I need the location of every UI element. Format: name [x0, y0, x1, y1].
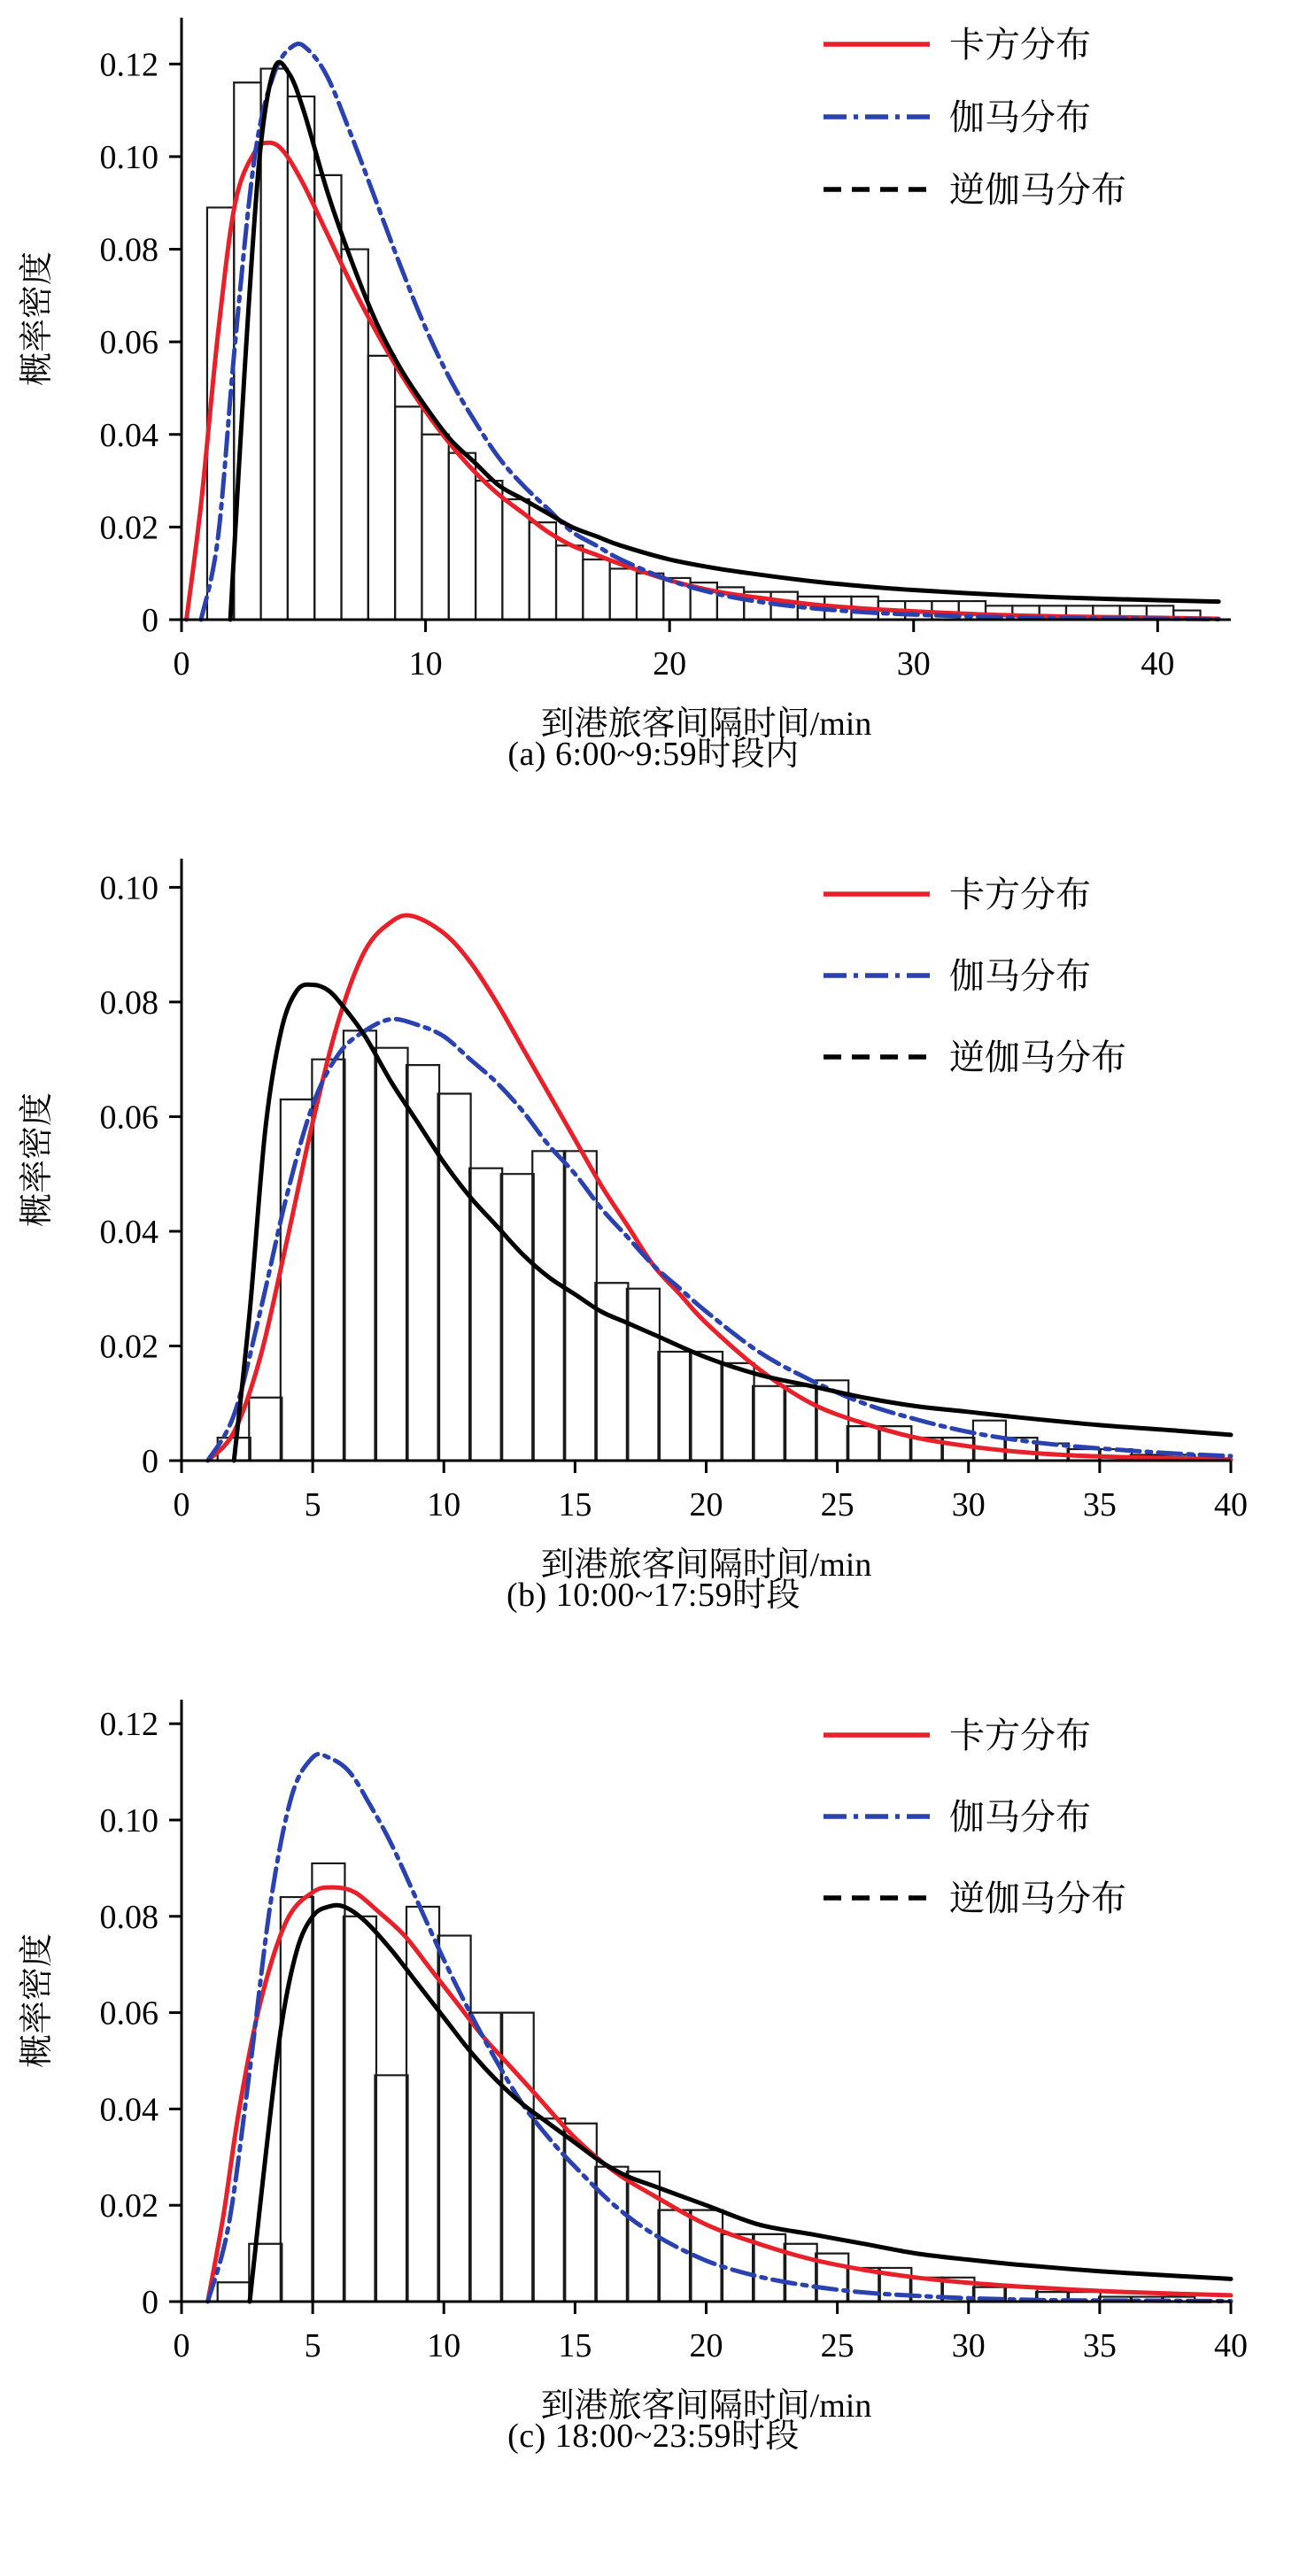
x-tick-label: 20	[653, 645, 687, 683]
legend-label: 逆伽马分布	[949, 1878, 1126, 1918]
histogram-bar	[375, 2075, 407, 2302]
y-tick-label: 0.02	[99, 2187, 159, 2225]
histogram-bar	[690, 1352, 723, 1461]
x-tick-label: 5	[304, 2327, 321, 2364]
y-axis-title: 概率密度	[19, 1932, 56, 2069]
y-tick-label: 0.08	[99, 231, 159, 269]
x-tick-label: 40	[1214, 2327, 1248, 2364]
legend-label: 逆伽马分布	[949, 170, 1126, 210]
histogram-bar	[312, 1863, 344, 2302]
y-tick-label: 0.06	[99, 1099, 159, 1137]
histogram-bar	[532, 2118, 565, 2302]
x-tick-label: 0	[173, 645, 190, 683]
histogram-bar	[375, 1048, 407, 1461]
histogram-bar	[722, 1363, 754, 1461]
y-tick-label: 0.10	[99, 1802, 159, 1839]
x-tick-label: 35	[1082, 1486, 1117, 1523]
y-axis-title: 概率密度	[19, 251, 56, 387]
x-tick-label: 10	[408, 645, 443, 683]
axis-lines	[182, 1700, 1231, 2302]
x-axis-title: 到港旅客间隔时间/min	[540, 706, 872, 743]
caption-c: (c) 18:00~23:59时段	[507, 2418, 800, 2455]
caption-a: (a) 6:00~9:59时段内	[507, 736, 800, 773]
plot-area-a	[0, 0, 1307, 743]
histogram-bar	[344, 1917, 376, 2302]
chart-svg-a	[0, 0, 1307, 743]
x-tick-label: 25	[820, 1486, 855, 1523]
series-curve	[250, 1905, 1231, 2302]
x-tick-label: 10	[427, 2327, 461, 2364]
legend-label: 逆伽马分布	[949, 1037, 1126, 1077]
x-tick-label: 40	[1141, 645, 1175, 683]
legend-label: 伽马分布	[949, 97, 1091, 137]
histogram-bar	[314, 175, 341, 620]
histogram-bar	[344, 1030, 376, 1461]
histogram-bars	[218, 1030, 1195, 1461]
chart-svg-b	[0, 841, 1307, 1584]
x-tick-label: 40	[1214, 1486, 1248, 1523]
histogram-bar	[449, 453, 476, 620]
histogram-bars	[218, 1863, 1195, 2302]
series-curve	[208, 1019, 1231, 1461]
y-axis-title: 概率密度	[19, 1091, 56, 1228]
histogram-bar	[627, 1289, 660, 1461]
histogram-bar	[501, 1174, 534, 1461]
histogram-bar	[312, 1060, 344, 1461]
y-tick-label: 0.10	[99, 138, 159, 176]
histogram-bar	[218, 2282, 251, 2302]
histogram-bar	[637, 574, 663, 620]
histogram-bar	[583, 559, 609, 620]
histogram-bar	[610, 568, 637, 620]
histogram-bar	[249, 1398, 282, 1461]
axis-lines	[182, 859, 1231, 1461]
x-tick-label: 30	[951, 2327, 986, 2364]
x-tick-label: 0	[173, 1486, 190, 1523]
histogram-bar	[556, 545, 583, 620]
histogram-bar	[438, 1094, 471, 1461]
chart-legend	[824, 1716, 1126, 1918]
chart-legend	[824, 875, 1126, 1077]
legend-label: 卡方分布	[949, 25, 1091, 65]
series-curve	[208, 915, 1231, 1461]
legend-label: 伽马分布	[949, 1797, 1091, 1837]
chart-svg-c	[0, 1682, 1307, 2425]
plot-area-b	[0, 841, 1307, 1584]
histogram-bar	[368, 356, 395, 620]
y-tick-label: 0.12	[99, 1706, 159, 1744]
chart-legend	[824, 25, 1126, 210]
y-tick-label: 0	[142, 1443, 159, 1480]
histogram-bar	[476, 481, 502, 620]
histogram-bar	[595, 2167, 628, 2302]
legend-label: 卡方分布	[949, 1716, 1091, 1755]
histogram-bar	[753, 1386, 785, 1461]
x-tick-label: 0	[173, 2327, 190, 2364]
histogram-bar	[438, 1936, 471, 2302]
histogram-bar	[847, 1426, 880, 1461]
series-curve	[208, 1887, 1231, 2302]
series-curve	[230, 62, 1218, 620]
histogram-bar	[406, 1065, 439, 1461]
histogram-bar	[406, 1907, 439, 2302]
histogram-bar	[421, 435, 448, 620]
x-tick-label: 15	[558, 2327, 592, 2364]
x-tick-label: 30	[951, 1486, 986, 1523]
chart-panel-c	[0, 1682, 1307, 2523]
caption-b: (b) 10:00~17:59时段	[507, 1577, 800, 1614]
x-tick-label: 20	[689, 2327, 723, 2364]
plot-area-c	[0, 1682, 1307, 2425]
y-tick-label: 0.04	[99, 416, 159, 454]
y-tick-label: 0.08	[99, 1898, 159, 1936]
histogram-bar	[288, 96, 314, 620]
y-tick-label: 0.04	[99, 2091, 159, 2129]
y-tick-label: 0.06	[99, 1994, 159, 2032]
y-tick-label: 0.02	[99, 509, 159, 547]
legend-label: 伽马分布	[949, 956, 1091, 996]
x-tick-label: 25	[820, 2327, 855, 2364]
x-tick-label: 15	[558, 1486, 592, 1523]
histogram-bar	[564, 2124, 597, 2302]
histogram-bar	[532, 1151, 565, 1461]
y-tick-label: 0	[142, 602, 159, 639]
x-tick-label: 10	[427, 1486, 461, 1523]
y-tick-label: 0.06	[99, 324, 159, 362]
x-tick-label: 5	[304, 1486, 321, 1523]
y-tick-label: 0.02	[99, 1328, 159, 1366]
histogram-bar	[501, 2013, 534, 2302]
chart-panel-a	[0, 0, 1307, 841]
chart-panel-b	[0, 841, 1307, 1682]
x-tick-label: 35	[1082, 2327, 1117, 2364]
y-tick-label: 0.08	[99, 983, 159, 1022]
y-tick-label: 0.04	[99, 1213, 159, 1251]
histogram-bar	[973, 1421, 1006, 1461]
x-axis-title: 到港旅客间隔时间/min	[540, 2387, 872, 2425]
x-axis-title: 到港旅客间隔时间/min	[540, 1546, 872, 1584]
x-tick-label: 30	[896, 645, 931, 683]
y-tick-label: 0.12	[99, 46, 159, 84]
y-tick-label: 0.10	[99, 869, 159, 907]
x-tick-label: 20	[689, 1486, 723, 1523]
legend-label: 卡方分布	[949, 875, 1091, 914]
y-tick-label: 0	[142, 2284, 159, 2321]
histogram-bar	[658, 2210, 691, 2302]
histogram-bar	[395, 406, 421, 620]
histogram-bar	[658, 1352, 691, 1461]
